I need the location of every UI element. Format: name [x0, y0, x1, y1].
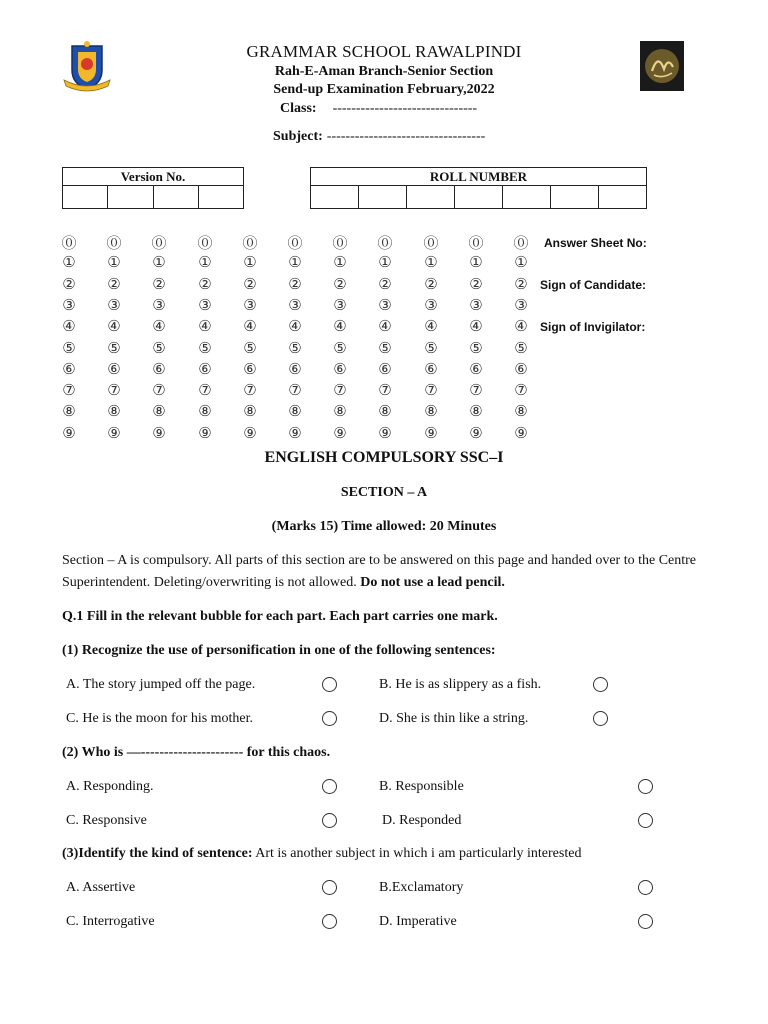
omr-digit-bubble[interactable]: ③ [469, 296, 483, 314]
part-3-bubble-a[interactable] [322, 880, 337, 895]
omr-digit-bubble[interactable]: ⑦ [107, 381, 121, 399]
part-1-option-d: D. She is thin like a string. [379, 711, 529, 726]
part-1-option-b: B. He is as slippery as a fish. [379, 677, 542, 692]
omr-digit-bubble[interactable]: ④ [107, 317, 121, 335]
omr-digit-bubble[interactable]: ① [152, 253, 166, 271]
omr-digit-bubble[interactable]: ⑧ [378, 402, 392, 420]
class-line [280, 101, 477, 117]
part-2-question: (2) Who is —---------------------- for this chaos. [62, 745, 331, 760]
version-cell[interactable] [108, 185, 153, 208]
branch-name: Rah-E-Aman Branch-Senior Section [274, 64, 494, 79]
omr-digit-bubble[interactable]: ⑥ [288, 360, 302, 378]
omr-digit-bubble[interactable]: ⓪ [423, 234, 439, 252]
omr-digit-bubble[interactable]: ⑥ [107, 360, 121, 378]
omr-digit-bubble[interactable]: ④ [198, 317, 212, 335]
omr-digit-bubble[interactable]: ② [288, 275, 302, 293]
omr-digit-bubble[interactable]: ⑤ [424, 339, 438, 357]
omr-digit-bubble[interactable]: ② [107, 275, 121, 293]
omr-digit-bubble[interactable]: ⑤ [469, 339, 483, 357]
subject-line [273, 129, 485, 145]
version-box-title: Version No. [62, 167, 244, 186]
roll-number-box-title: ROLL NUMBER [310, 167, 647, 186]
marks-time-line: (Marks 15) Time allowed: 20 Minutes [271, 519, 497, 534]
part-3-bubble-c[interactable] [322, 914, 337, 929]
omr-digit-bubble[interactable]: ⓪ [377, 234, 393, 252]
omr-digit-bubble[interactable]: ⑨ [62, 424, 76, 442]
part-2-bubble-c[interactable] [322, 813, 337, 828]
omr-digit-bubble[interactable]: ⑤ [62, 339, 76, 357]
omr-digit-bubble[interactable]: ② [378, 275, 392, 293]
omr-digit-bubble[interactable]: ⑦ [378, 381, 392, 399]
part-1-bubble-c[interactable] [322, 711, 337, 726]
omr-digit-bubble[interactable]: ④ [378, 317, 392, 335]
omr-digit-bubble[interactable]: ⑤ [107, 339, 121, 357]
roll-cell[interactable] [503, 185, 551, 208]
part-2-option-a: A. Responding. [66, 779, 154, 794]
omr-digit-bubble[interactable]: ④ [62, 317, 76, 335]
part-3-option-c: C. Interrogative [66, 914, 155, 929]
omr-digit-bubble[interactable]: ① [424, 253, 438, 271]
omr-digit-bubble[interactable]: ⑨ [288, 424, 302, 442]
part-1-bubble-d[interactable] [593, 711, 608, 726]
roll-cell[interactable] [455, 185, 503, 208]
omr-digit-bubble[interactable]: ① [469, 253, 483, 271]
omr-digit-bubble[interactable]: ① [514, 253, 528, 271]
omr-digit-bubble[interactable]: ③ [514, 296, 528, 314]
omr-digit-bubble[interactable]: ⑨ [333, 424, 347, 442]
omr-digit-bubble[interactable]: ③ [288, 296, 302, 314]
omr-digit-bubble[interactable]: ⑨ [243, 424, 257, 442]
omr-digit-bubble[interactable]: ⑨ [198, 424, 212, 442]
omr-digit-bubble[interactable]: ⑧ [514, 402, 528, 420]
omr-digit-bubble[interactable]: ① [107, 253, 121, 271]
omr-digit-bubble[interactable]: ⓪ [106, 234, 122, 252]
part-2-bubble-d[interactable] [638, 813, 653, 828]
omr-digit-bubble[interactable]: ③ [107, 296, 121, 314]
part-2-option-c: C. Responsive [66, 813, 147, 828]
part-2-option-d: D. Responded [382, 813, 462, 828]
part-2-bubble-a[interactable] [322, 779, 337, 794]
omr-digit-bubble[interactable]: ① [198, 253, 212, 271]
part-3-bubble-b[interactable] [638, 880, 653, 895]
part-3-option-b: B.Exclamatory [379, 880, 464, 895]
omr-digit-bubble[interactable]: ⑧ [198, 402, 212, 420]
omr-digit-bubble[interactable]: ⑦ [152, 381, 166, 399]
sign-invigilator-label: Sign of Invigilator: [540, 320, 646, 334]
omr-digit-bubble[interactable]: ⑨ [152, 424, 166, 442]
omr-digit-bubble[interactable]: ② [333, 275, 347, 293]
omr-digit-bubble[interactable]: ⑥ [198, 360, 212, 378]
omr-digit-bubble[interactable]: ⑤ [514, 339, 528, 357]
omr-digit-bubble[interactable]: ⑦ [514, 381, 528, 399]
version-number-cells[interactable] [62, 185, 244, 209]
omr-digit-bubble[interactable]: ④ [333, 317, 347, 335]
omr-digit-bubble[interactable]: ⑦ [469, 381, 483, 399]
omr-digit-bubble[interactable]: ③ [424, 296, 438, 314]
omr-digit-bubble[interactable]: ⓪ [513, 234, 529, 252]
omr-digit-bubble[interactable]: ⓪ [242, 234, 258, 252]
omr-digit-bubble[interactable]: ⑧ [469, 402, 483, 420]
omr-digit-bubble[interactable]: ③ [198, 296, 212, 314]
omr-digit-bubble[interactable]: ⑧ [62, 402, 76, 420]
omr-digit-bubble[interactable]: ⑥ [514, 360, 528, 378]
part-3-question [62, 846, 581, 862]
omr-digit-bubble[interactable]: ⓪ [61, 234, 77, 252]
omr-digit-bubble[interactable]: ⑧ [288, 402, 302, 420]
part-3-bubble-d[interactable] [638, 914, 653, 929]
omr-digit-bubble[interactable]: ⓪ [151, 234, 167, 252]
omr-digit-bubble[interactable]: ④ [288, 317, 302, 335]
part-3-question-sentence: Art is another subject in which i am particularly interested [252, 846, 582, 861]
omr-digit-bubble[interactable]: ⑦ [62, 381, 76, 399]
version-cell[interactable] [199, 185, 243, 208]
omr-digit-bubble[interactable]: ② [469, 275, 483, 293]
omr-digit-bubble[interactable]: ⓪ [332, 234, 348, 252]
omr-digit-bubble[interactable]: ④ [152, 317, 166, 335]
instructions-text: Section – A is compulsory. All parts of this section are to be answered on this page and handed over to the Centre Superintendent. Deleting/overwriting is not allowed. [62, 553, 697, 590]
omr-digit-bubble[interactable]: ④ [514, 317, 528, 335]
part-3-option-a: A. Assertive [66, 880, 136, 895]
omr-digit-bubble[interactable]: ⑨ [424, 424, 438, 442]
omr-digit-bubble[interactable]: ⑨ [469, 424, 483, 442]
omr-digit-bubble[interactable]: ② [514, 275, 528, 293]
omr-digit-bubble[interactable]: ⑤ [198, 339, 212, 357]
omr-digit-bubble[interactable]: ⓪ [468, 234, 484, 252]
omr-digit-bubble[interactable]: ⑤ [378, 339, 392, 357]
omr-digit-bubble[interactable]: ⓪ [287, 234, 303, 252]
version-cell[interactable] [154, 185, 199, 208]
omr-digit-bubble[interactable]: ③ [62, 296, 76, 314]
class-blank[interactable]: ------------------------------- [332, 101, 478, 116]
section-title: SECTION – A [340, 485, 428, 500]
omr-digit-bubble[interactable]: ⑤ [288, 339, 302, 357]
omr-digit-bubble[interactable]: ③ [152, 296, 166, 314]
omr-digit-bubble[interactable]: ② [198, 275, 212, 293]
omr-digit-bubble[interactable]: ⑧ [243, 402, 257, 420]
omr-digit-bubble[interactable]: ① [378, 253, 392, 271]
roll-cell[interactable] [599, 185, 646, 208]
omr-digit-bubble[interactable]: ⑦ [243, 381, 257, 399]
part-3-question-lead: (3)Identify the kind of sentence: [62, 846, 253, 861]
part-1-bubble-a[interactable] [322, 677, 337, 692]
omr-digit-bubble[interactable]: ⑧ [424, 402, 438, 420]
roll-cell[interactable] [311, 185, 359, 208]
omr-digit-bubble[interactable]: ① [333, 253, 347, 271]
part-1-question: (1) Recognize the use of personification in one of the following sentences: [62, 643, 496, 658]
roll-cell[interactable] [359, 185, 407, 208]
omr-digit-bubble[interactable]: ⑥ [469, 360, 483, 378]
subject-label: Subject: [273, 129, 323, 144]
omr-digit-bubble[interactable]: ③ [333, 296, 347, 314]
omr-digit-bubble[interactable]: ⑧ [152, 402, 166, 420]
omr-digit-bubble[interactable]: ① [243, 253, 257, 271]
omr-digit-bubble[interactable]: ⑦ [424, 381, 438, 399]
omr-digit-bubble[interactable]: ⑥ [62, 360, 76, 378]
omr-digit-bubble[interactable]: ⑧ [107, 402, 121, 420]
omr-digit-bubble[interactable]: ④ [243, 317, 257, 335]
omr-digit-bubble[interactable]: ② [243, 275, 257, 293]
omr-digit-bubble[interactable]: ⑦ [288, 381, 302, 399]
question-1-heading: Q.1 Fill in the relevant bubble for each part. Each part carries one mark. [62, 609, 498, 624]
omr-digit-bubble[interactable]: ⑨ [107, 424, 121, 442]
omr-digit-bubble[interactable]: ② [424, 275, 438, 293]
omr-digit-bubble[interactable]: ① [62, 253, 76, 271]
part-1-option-a: A. The story jumped off the page. [66, 677, 256, 692]
roll-number-cells[interactable] [310, 185, 647, 209]
part-1-bubble-b[interactable] [593, 677, 608, 692]
omr-digit-bubble[interactable]: ② [62, 275, 76, 293]
omr-digit-bubble[interactable]: ⑨ [378, 424, 392, 442]
part-2-option-b: B. Responsible [379, 779, 464, 794]
omr-digit-bubble[interactable]: ⑥ [424, 360, 438, 378]
omr-digit-bubble[interactable]: ⑨ [514, 424, 528, 442]
sign-candidate-label: Sign of Candidate: [540, 278, 646, 292]
school-name: GRAMMAR SCHOOL RAWALPINDI [246, 42, 522, 61]
omr-digit-bubble[interactable]: ⑥ [152, 360, 166, 378]
omr-digit-bubble[interactable]: ③ [378, 296, 392, 314]
omr-digit-bubble[interactable]: ⓪ [197, 234, 213, 252]
omr-digit-bubble[interactable]: ⑦ [198, 381, 212, 399]
instructions-warning: Do not use a lead pencil. [360, 575, 505, 590]
roll-cell[interactable] [407, 185, 455, 208]
paper-subject-title: ENGLISH COMPULSORY SSC–I [264, 449, 504, 466]
subject-blank[interactable]: ---------------------------------- [326, 129, 486, 144]
version-cell[interactable] [63, 185, 108, 208]
exam-title: Send-up Examination February,2022 [273, 82, 495, 97]
omr-digit-bubble[interactable]: ⑤ [333, 339, 347, 357]
omr-digit-bubble[interactable]: ② [152, 275, 166, 293]
omr-digit-bubble[interactable]: ③ [243, 296, 257, 314]
omr-digit-bubble[interactable]: ⑦ [333, 381, 347, 399]
part-3-option-d: D. Imperative [379, 914, 457, 929]
class-label: Class: [280, 101, 317, 116]
part-2-bubble-b[interactable] [638, 779, 653, 794]
omr-digit-bubble[interactable]: ① [288, 253, 302, 271]
instructions-paragraph [62, 550, 722, 594]
omr-digit-bubble[interactable]: ⑧ [333, 402, 347, 420]
answer-sheet-label: Answer Sheet No: [544, 236, 647, 250]
omr-digit-bubble[interactable]: ⑥ [378, 360, 392, 378]
omr-digit-bubble[interactable]: ④ [424, 317, 438, 335]
roll-cell[interactable] [551, 185, 599, 208]
omr-digit-bubble[interactable]: ⑥ [333, 360, 347, 378]
omr-digit-bubble[interactable]: ⑥ [243, 360, 257, 378]
omr-digit-bubble[interactable]: ⑤ [243, 339, 257, 357]
omr-digit-bubble[interactable]: ⑤ [152, 339, 166, 357]
omr-digit-bubble[interactable]: ④ [469, 317, 483, 335]
part-1-option-c: C. He is the moon for his mother. [66, 711, 254, 726]
